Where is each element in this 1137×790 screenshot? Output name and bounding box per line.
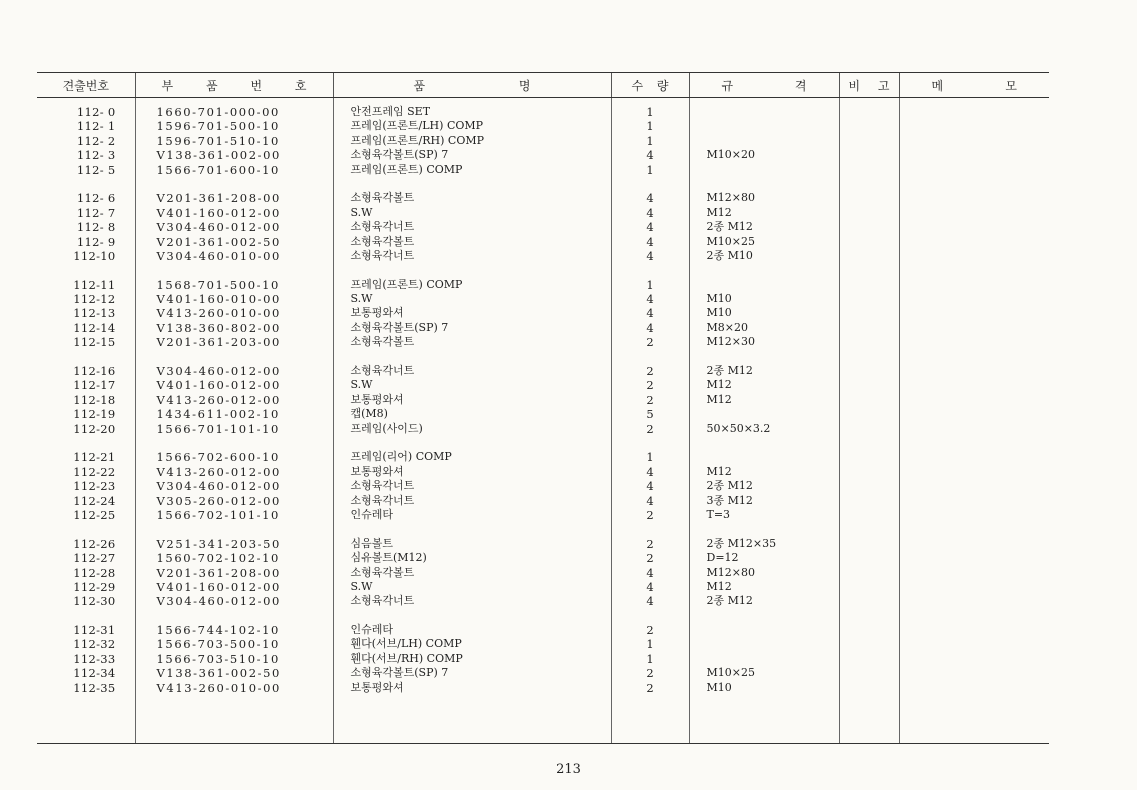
part-name-cell: 보통평와셔	[350, 392, 404, 406]
quantity-cell: 2	[646, 623, 654, 638]
index-no-cell: 112-34	[73, 666, 116, 681]
index-no-cell: 112-13	[73, 306, 116, 321]
table-body-row	[37, 98, 1049, 744]
part-number-cell: V201-361-208-00	[156, 565, 281, 580]
part-name-cell: 소형육각너트	[350, 364, 415, 378]
part-name-cell: S.W	[350, 205, 373, 219]
quantity-cell: 1	[646, 651, 654, 666]
group-spacer	[37, 350, 135, 364]
quantity-cell: 4	[646, 464, 654, 479]
quantity-cell: 2	[646, 536, 654, 551]
part-number-cell: 1434-611-002-10	[156, 407, 280, 422]
part-number-cell: V138-361-002-50	[156, 666, 281, 681]
part-name-cell: 심음볼트	[350, 536, 394, 550]
spec-cell	[690, 105, 839, 119]
quantity-cell: 2	[646, 680, 654, 695]
index-no-column	[37, 98, 135, 744]
group-spacer	[690, 436, 839, 450]
group-spacer	[334, 522, 611, 536]
index-no-cell: 112-27	[73, 551, 116, 566]
part-number-cell: 1596-701-500-10	[156, 119, 280, 134]
part-number-cell: V413-260-012-00	[156, 464, 281, 479]
group-spacer	[690, 263, 839, 277]
group-spacer	[612, 350, 689, 364]
spec-cell: T=3	[706, 507, 731, 521]
quantity-cell: 1	[646, 450, 654, 465]
index-no-cell: 112-14	[73, 320, 116, 335]
part-name-cell: 소형육각너트	[350, 220, 415, 234]
spec-cell: M12×80	[706, 191, 755, 205]
header-memo: 메 모	[899, 73, 1049, 98]
part-name-cell: 소형육각볼트	[350, 234, 415, 248]
part-number-cell: 1566-701-600-10	[156, 162, 280, 177]
part-name-cell: 휀다(서브/RH) COMP	[350, 651, 463, 665]
part-number-cell: 1660-701-000-00	[156, 105, 280, 119]
index-no-cell: 112-12	[73, 292, 116, 307]
group-spacer	[37, 436, 135, 450]
part-number-cell: 1566-702-600-10	[156, 450, 280, 465]
quantity-column	[611, 98, 689, 744]
part-number-cell: V251-341-203-50	[156, 536, 281, 551]
header-spec: 규 격	[689, 73, 839, 98]
spec-cell	[690, 450, 839, 464]
group-spacer	[37, 263, 135, 277]
quantity-cell: 2	[646, 666, 654, 681]
part-name-cell: 소형육각볼트(SP) 7	[350, 666, 449, 680]
part-name-cell: S.W	[350, 292, 373, 306]
part-name-cell: 보통평와셔	[350, 680, 404, 694]
part-number-cell: 1568-701-500-10	[156, 277, 280, 292]
part-name-cell: 안전프레임 SET	[350, 105, 431, 118]
group-spacer	[334, 436, 611, 450]
spec-cell	[690, 623, 839, 637]
index-no-cell: 112-19	[73, 407, 116, 422]
part-number-cell: V304-460-012-00	[156, 364, 281, 379]
quantity-cell: 1	[646, 637, 654, 652]
index-no-cell: 112-20	[73, 421, 116, 436]
spec-cell: D=12	[706, 551, 739, 565]
spec-cell	[690, 407, 839, 421]
part-number-cell: 1566-744-102-10	[156, 623, 280, 638]
quantity-cell: 4	[646, 479, 654, 494]
spec-cell: 3종 M12	[706, 493, 753, 507]
part-name-cell: 소형육각볼트	[350, 191, 415, 205]
part-number-cell: V201-361-203-00	[156, 335, 281, 350]
part-name-cell: 프레임(사이드)	[350, 421, 423, 435]
index-no-cell: 112- 7	[76, 205, 116, 220]
index-no-cell: 112- 2	[76, 133, 116, 148]
header-remark: 비 고	[839, 73, 899, 98]
quantity-cell: 4	[646, 292, 654, 307]
quantity-cell: 4	[646, 493, 654, 508]
memo-column	[899, 98, 1049, 744]
group-spacer	[136, 436, 333, 450]
spec-cell: 50×50×3.2	[706, 421, 771, 435]
group-spacer	[136, 522, 333, 536]
group-spacer	[334, 263, 611, 277]
part-name-cell: S.W	[350, 378, 373, 392]
spec-cell: M8×20	[706, 320, 748, 334]
part-name-cell: 소형육각볼트	[350, 335, 415, 349]
spec-cell: 2종 M10	[706, 248, 753, 262]
group-spacer	[334, 350, 611, 364]
group-spacer	[334, 177, 611, 191]
group-spacer	[37, 609, 135, 623]
index-no-cell: 112- 3	[76, 148, 116, 163]
header-index-no: 견출번호	[37, 73, 135, 98]
group-spacer	[136, 263, 333, 277]
part-number-cell: V413-260-012-00	[156, 392, 281, 407]
part-name-cell: 캡(M8)	[350, 407, 388, 421]
part-name-cell: 보통평와셔	[350, 306, 404, 320]
quantity-cell: 1	[646, 105, 654, 119]
index-no-cell: 112- 9	[76, 234, 116, 249]
part-name-cell: S.W	[350, 579, 373, 593]
part-number-cell: V413-260-010-00	[156, 306, 281, 321]
quantity-cell: 4	[646, 579, 654, 594]
part-number-cell: V304-460-012-00	[156, 479, 281, 494]
quantity-cell: 1	[646, 133, 654, 148]
index-no-cell: 112-22	[73, 464, 116, 479]
group-spacer	[136, 177, 333, 191]
spec-cell	[690, 652, 839, 666]
quantity-cell: 4	[646, 220, 654, 235]
spec-cell: M10	[706, 292, 732, 306]
part-number-cell: V138-361-002-00	[156, 148, 281, 163]
part-number-cell: V304-460-012-00	[156, 220, 281, 235]
part-name-cell: 인슈레타	[350, 507, 394, 521]
quantity-cell: 4	[646, 205, 654, 220]
part-name-cell: 소형육각너트	[350, 248, 415, 262]
parts-table	[37, 72, 1049, 744]
part-name-cell: 보통평와셔	[350, 464, 404, 478]
quantity-cell: 2	[646, 392, 654, 407]
part-number-cell: V401-160-012-00	[156, 579, 281, 594]
quantity-cell: 4	[646, 565, 654, 580]
index-no-cell: 112-15	[73, 335, 116, 350]
part-name-cell: 심유볼트(M12)	[350, 551, 427, 565]
part-name-cell: 소형육각너트	[350, 479, 415, 493]
index-no-cell: 112-32	[73, 637, 116, 652]
index-no-cell: 112-33	[73, 651, 116, 666]
part-name-cell: 프레임(프론트/RH) COMP	[350, 133, 485, 147]
index-no-cell: 112- 5	[76, 162, 116, 177]
index-no-cell: 112-26	[73, 536, 116, 551]
quantity-cell: 1	[646, 277, 654, 292]
group-spacer	[690, 350, 839, 364]
group-spacer	[690, 177, 839, 191]
index-no-cell: 112-21	[73, 450, 116, 465]
quantity-cell: 5	[646, 407, 654, 422]
spec-cell	[690, 163, 839, 177]
index-no-cell: 112-24	[73, 493, 116, 508]
spec-cell	[690, 637, 839, 651]
part-number-cell: V413-260-010-00	[156, 680, 281, 695]
index-no-cell: 112-11	[73, 277, 116, 292]
index-no-cell: 112-31	[73, 623, 116, 638]
quantity-cell: 2	[646, 551, 654, 566]
part-name-cell: 소형육각볼트(SP) 7	[350, 320, 449, 334]
spec-cell	[690, 278, 839, 292]
spec-cell	[690, 119, 839, 133]
quantity-cell: 4	[646, 594, 654, 609]
quantity-cell: 4	[646, 191, 654, 206]
spec-column	[689, 98, 839, 744]
page-number: 213	[556, 762, 581, 777]
spec-cell: M12	[706, 464, 732, 478]
part-number-cell: 1560-702-102-10	[156, 551, 280, 566]
quantity-cell: 2	[646, 507, 654, 522]
spec-cell: M12	[706, 205, 732, 219]
spec-cell: M10×25	[706, 234, 755, 248]
part-name-cell: 프레임(리어) COMP	[350, 450, 452, 464]
part-name-cell: 프레임(프론트) COMP	[350, 277, 463, 291]
group-spacer	[612, 522, 689, 536]
index-no-cell: 112-28	[73, 565, 116, 580]
part-name-column	[333, 98, 611, 744]
spec-cell: M10×25	[706, 666, 755, 680]
spec-cell: M12×80	[706, 565, 755, 579]
index-no-cell: 112-10	[73, 248, 116, 263]
header-part-name: 품 명	[333, 73, 611, 98]
part-number-cell: 1566-703-500-10	[156, 637, 280, 652]
index-no-cell: 112-30	[73, 594, 116, 609]
spec-cell: M12	[706, 378, 732, 392]
quantity-cell: 4	[646, 248, 654, 263]
quantity-cell: 4	[646, 148, 654, 163]
part-number-cell: V401-160-010-00	[156, 292, 281, 307]
group-spacer	[612, 263, 689, 277]
group-spacer	[334, 609, 611, 623]
part-number-cell: 1596-701-510-10	[156, 133, 280, 148]
group-spacer	[612, 436, 689, 450]
part-name-cell: 소형육각볼트	[350, 565, 415, 579]
part-number-cell: V201-361-002-50	[156, 234, 281, 249]
part-number-cell: 1566-702-101-10	[156, 507, 280, 522]
spec-cell: M12	[706, 392, 732, 406]
quantity-cell: 1	[646, 162, 654, 177]
quantity-cell: 2	[646, 335, 654, 350]
group-spacer	[37, 177, 135, 191]
part-number-cell: V304-460-012-00	[156, 594, 281, 609]
part-number-cell: 1566-701-101-10	[156, 421, 280, 436]
remark-column	[839, 98, 899, 744]
part-number-cell: V138-360-802-00	[156, 320, 281, 335]
quantity-cell: 2	[646, 364, 654, 379]
quantity-cell: 1	[646, 119, 654, 134]
spec-cell	[690, 134, 839, 148]
part-number-cell: V201-361-208-00	[156, 191, 281, 206]
spec-cell: M12×30	[706, 335, 755, 349]
index-no-cell: 112-23	[73, 479, 116, 494]
header-quantity: 수 량	[611, 73, 689, 98]
spec-cell: 2종 M12	[706, 364, 753, 378]
index-no-cell: 112-35	[73, 680, 116, 695]
part-number-cell: V304-460-010-00	[156, 248, 281, 263]
quantity-cell: 4	[646, 320, 654, 335]
spec-cell: 2종 M12	[706, 220, 753, 234]
header-part-number: 부 품 번 호	[135, 73, 333, 98]
index-no-cell: 112-18	[73, 392, 116, 407]
index-no-cell: 112- 6	[76, 191, 116, 206]
part-number-cell: 1566-703-510-10	[156, 651, 280, 666]
index-no-cell: 112- 0	[76, 105, 116, 119]
quantity-cell: 4	[646, 234, 654, 249]
part-name-cell: 소형육각너트	[350, 493, 415, 507]
part-name-cell: 휀다(서브/LH) COMP	[350, 637, 462, 651]
index-no-cell: 112-17	[73, 378, 116, 393]
part-name-cell: 소형육각너트	[350, 594, 415, 608]
spec-cell: M10	[706, 306, 732, 320]
index-no-cell: 112- 1	[76, 119, 116, 134]
quantity-cell: 4	[646, 306, 654, 321]
index-no-cell: 112-16	[73, 364, 116, 379]
group-spacer	[37, 522, 135, 536]
part-name-cell: 프레임(프론트/LH) COMP	[350, 119, 484, 133]
part-number-column	[135, 98, 333, 744]
group-spacer	[136, 609, 333, 623]
spec-cell: 2종 M12	[706, 479, 753, 493]
group-spacer	[690, 609, 839, 623]
group-spacer	[612, 609, 689, 623]
part-number-cell: V305-260-012-00	[156, 493, 281, 508]
table-header-row	[37, 73, 1049, 98]
group-spacer	[690, 522, 839, 536]
spec-cell: M10×20	[706, 148, 755, 162]
part-name-cell: 인슈레타	[350, 623, 394, 637]
quantity-cell: 2	[646, 378, 654, 393]
part-number-cell: V401-160-012-00	[156, 205, 281, 220]
spec-cell: M10	[706, 680, 732, 694]
group-spacer	[612, 177, 689, 191]
part-number-cell: V401-160-012-00	[156, 378, 281, 393]
spec-cell: 2종 M12×35	[706, 536, 777, 550]
spec-cell: M12	[706, 579, 732, 593]
quantity-cell: 2	[646, 421, 654, 436]
spec-cell: 2종 M12	[706, 594, 753, 608]
part-name-cell: 프레임(프론트) COMP	[350, 162, 463, 176]
part-name-cell: 소형육각볼트(SP) 7	[350, 148, 449, 162]
index-no-cell: 112-25	[73, 507, 116, 522]
index-no-cell: 112-29	[73, 579, 116, 594]
index-no-cell: 112- 8	[76, 220, 116, 235]
group-spacer	[136, 350, 333, 364]
